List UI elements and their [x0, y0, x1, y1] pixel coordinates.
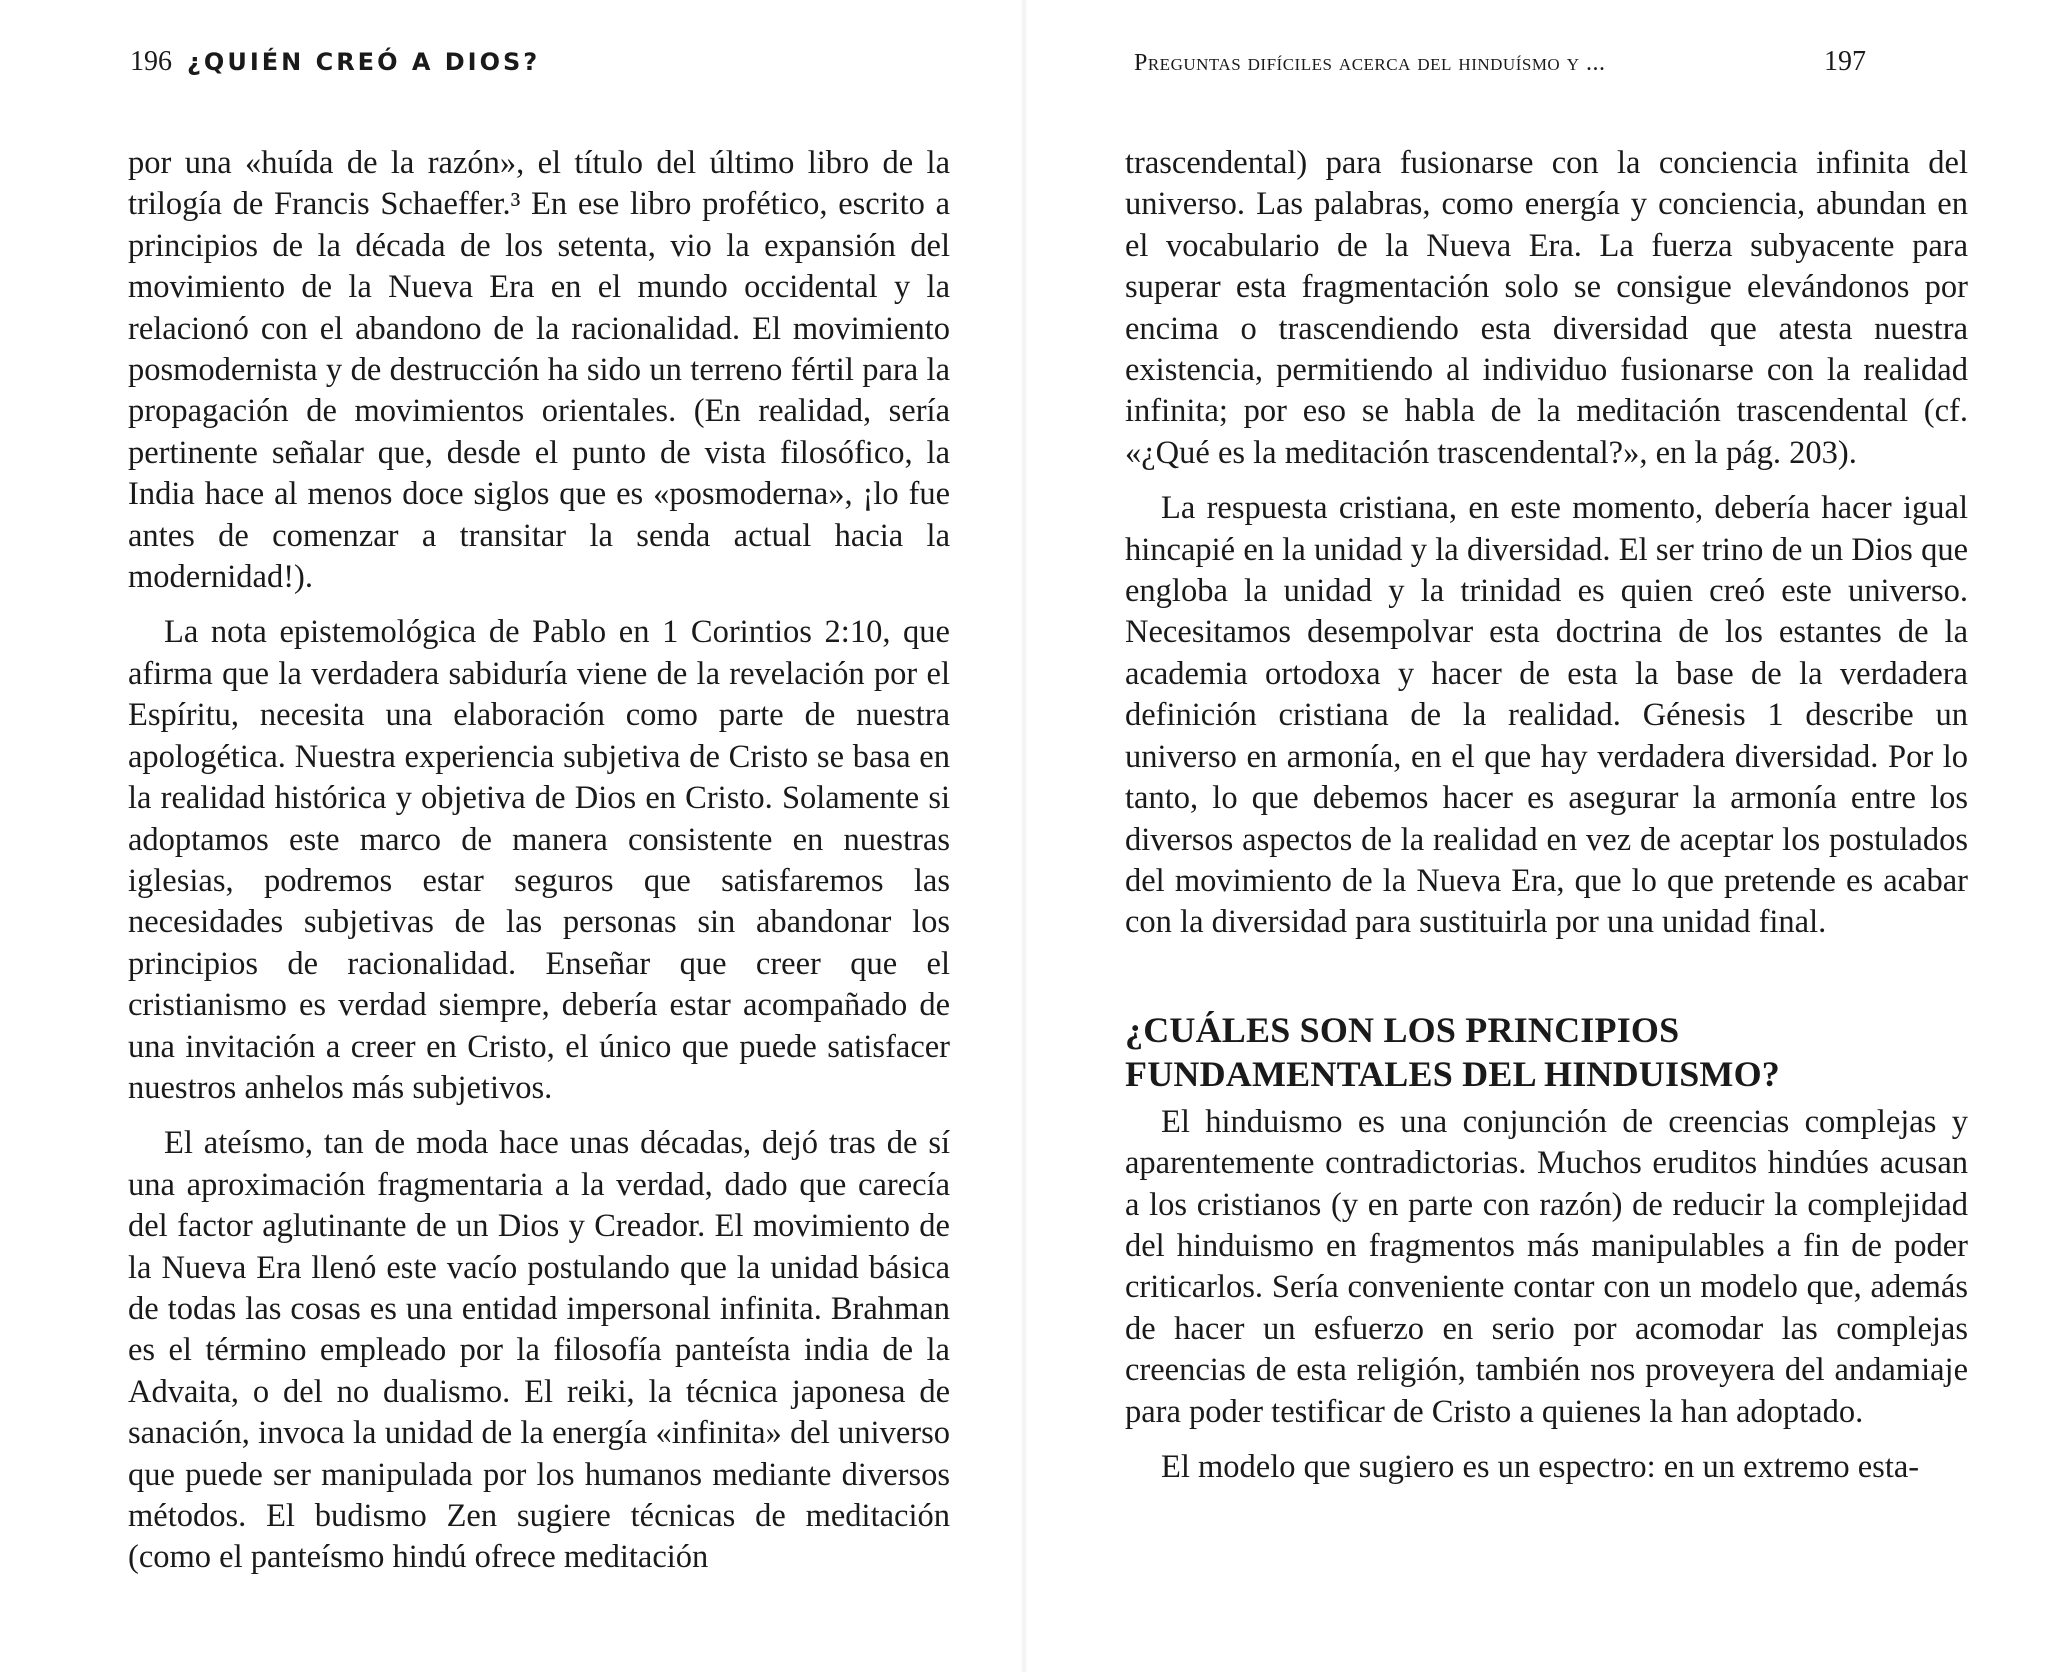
right-running-head	[1134, 46, 1866, 78]
right-paragraph-4: El modelo que sugiero es un espectro: en un extremo esta-	[1161, 1448, 1920, 1485]
left-page-number: 196	[130, 46, 172, 77]
section-heading: ¿CUÁLES SON LOS PRINCIPIOS FUNDAMENTALES DEL HINDUISMO?	[1125, 1009, 1781, 1094]
right-paragraph-3: El hinduismo es una conjunción de creencias complejas y aparentemente contradictorias. Muchos eruditos hindúes acusan a los cristianos (y en parte con razón) de reducir la complejidad del hinduismo en fragmentos más manipulables a fin de poder criticarlos. Sería conveniente contar con un modelo que, además de hacer un esfuerzo en serio por acomodar las complejas creencias de esta religión, también nos proveyera del andamiaje para poder testificar de Cristo a quienes la han adoptado.	[1125, 1103, 1968, 1430]
left-paragraph-3: El ateísmo, tan de moda hace unas décadas, dejó tras de sí una aproximación fragmentaria a la verdad, dado que carecía del factor aglutinante de un Dios y Creador. El movimiento de la Nueva Era llenó este vacío postulando que la unidad básica de todas las cosas es una entidad impersonal infinita. Brahman es el término empleado por la filosofía panteísta india de la Advaita, o del no dualismo. El reiki, la técnica japonesa de sanación, invoca la unidad de la energía «infinita» del universo que puede ser manipulada por los humanos mediante diversos métodos. El budismo Zen sugiere técnicas de meditación (como el panteísmo hindú ofrece meditación	[128, 1125, 950, 1576]
left-running-title: ¿QUIÉN CREÓ A DIOS?	[187, 48, 541, 76]
right-page	[1024, 0, 2048, 1672]
right-paragraph-2: La respuesta cristiana, en este momento, debería hacer igual hincapié en la unidad y la diversidad. El ser trino de un Dios que engloba la unidad y la trinidad es quien creó este universo. Necesitamos desempolvar esta doctrina de los estantes de la academia ortodoxa y hacer de esta la base de la verdadera definición cristiana de la realidad. Génesis 1 describe un universo en armonía, en el que hay verdadera diversidad. Por lo tanto, lo que debemos hacer es asegurar la armonía entre los diversos aspectos de la realidad en vez de aceptar los postulados del movimiento de la Nueva Era, que lo que pretende es acabar con la diversidad para sustituirla por una unidad final.	[1125, 490, 1968, 941]
right-body-text	[1125, 143, 1968, 1488]
left-paragraph-2: La nota epistemológica de Pablo en 1 Corintios 2:10, que afirma que la verdadera sabiduría viene de la revelación por el Espíritu, necesita una elaboración como parte de nuestra apologética. Nuestra experiencia subjetiva de Cristo se basa en la realidad histórica y objetiva de Dios en Cristo. Solamente si adoptamos este marco de manera consistente en nuestras iglesias, podremos estar seguros que satisfaremos las necesidades subjetivas de las personas sin abandonar los principios de racionalidad. Enseñar que creer que el cristianismo es verdad siempre, debería estar acompañado de una invitación a creer en Cristo, el único que puede satisfacer nuestros anhelos más subjetivos.	[128, 614, 950, 1106]
left-paragraph-1: por una «huída de la razón», el título del último libro de la trilogía de Francis Schaeffer.³ En ese libro profético, escrito a principios de la década de los setenta, vio la expansión del movimiento de la Nueva Era en el mundo occidental y la relacionó con el abandono de la racionalidad. El movimiento posmodernista y de destrucción ha sido un terreno fértil para la propagación de movimientos orientales. (En realidad, sería pertinente señalar que, desde el punto de vista filosófico, la India hace al menos doce siglos que es «posmoderna», ¡lo fue antes de comenzar a transitar la senda actual hacia la modernidad!).	[128, 145, 950, 596]
right-paragraph-1: trascendental) para fusionarse con la conciencia infinita del universo. Las palabras, como energía y conciencia, abundan en el vocabulario de la Nueva Era. La fuerza subyacente para superar esta fragmentación solo se consigue elevándonos por encima o trascendiendo esta diversidad que atesta nuestra existencia, permitiendo al individuo fusionarse con la realidad infinita; por eso se habla de la meditación trascendental (cf. «¿Qué es la meditación trascendental?», en la pág. 203).	[1125, 145, 1968, 471]
left-body-text	[128, 143, 950, 1579]
right-running-title: Preguntas difíciles acerca del hinduísmo y ...	[1134, 50, 1606, 76]
left-running-head	[130, 46, 540, 78]
right-page-number: 197	[1824, 46, 1866, 77]
